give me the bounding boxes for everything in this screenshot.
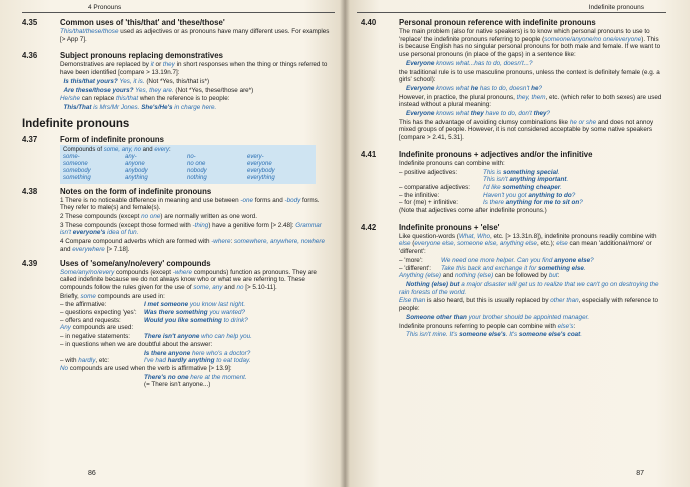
compounds-table — [60, 145, 316, 184]
use-row: – the affirmative: I met someone you know last night. — [60, 301, 246, 309]
table-cell: no- — [187, 153, 196, 160]
section-4-36-heading: 4.36 Subject pronouns replacing demonstratives — [22, 51, 223, 61]
table-cell: anything — [125, 174, 148, 181]
use-row: This isn't anything important. — [483, 176, 569, 184]
use-row: There's no one here at the moment. — [144, 373, 247, 381]
section-4-40-text-2: the traditional rule is to use masculine pronouns, unless the context is definitely female (e.g. a girls' school): — [399, 68, 660, 84]
section-4-41-heading: 4.41 Indefinite pronouns + adjectives and/or the infinitive — [361, 149, 593, 159]
use-row: – in questions when we are doubtful about the answer: — [60, 340, 213, 348]
use-row: – with hardly, etc: I've had hardly anything to eat today. — [60, 357, 251, 365]
note-3: 3 These compounds (except those formed with -thing) have a genitive form [> 2.48]: Grammar isn't everyone's idea of fun. — [60, 221, 322, 237]
section-4-41-text: Indefinite pronouns can combine with: — [399, 159, 505, 167]
use-row: – offers and requests: Would you like something to drink? — [60, 316, 248, 324]
use-row: (= There isn't anyone...) — [144, 381, 211, 389]
section-4-35-heading: 4.35 Common uses of 'this/that' and 'these/those' — [22, 18, 225, 27]
running-head-right: Indefinite pronouns — [588, 4, 644, 11]
table-cell: anybody — [125, 167, 148, 174]
section-4-39-text-3: Any compounds are used: — [60, 324, 134, 332]
use-row: – comparative adjectives: I'd like something cheaper. — [399, 183, 562, 191]
header-rule-left — [22, 12, 335, 13]
use-row: – questions expecting 'yes': Was there something you wanted? — [60, 309, 246, 317]
note-2: 2 These compounds (except no one) are normally written as one word. — [60, 213, 257, 221]
note-1: 1 There is no noticeable difference in meaning and use between -one forms and -body forms. They refer to male(s) and female(s). — [60, 196, 320, 212]
section-4-40-text-4: This has the advantage of avoiding clumsy combinations like he or she and does not annoy mixed groups of people. However, it is not considered acceptable by some native speakers [compare > 2.41, 5.31]. — [399, 118, 654, 142]
use-row: Is there anyone here who's a doctor? — [144, 349, 251, 357]
section-4-42-text-4: Indefinite pronouns referring to people can combine with else's: — [399, 322, 576, 330]
book-gutter — [340, 0, 350, 487]
table-cell: no one — [187, 160, 206, 167]
table-cell: everyone — [247, 160, 272, 167]
use-row: – 'more': We need one more helper. Can you find anyone else? — [399, 256, 594, 264]
page-number-right: 87 — [636, 470, 644, 477]
section-4-36-text-2: He/she can replace this/that when the reference is to people: — [60, 95, 230, 103]
section-4-37-heading: 4.37 Form of indefinite pronouns — [22, 134, 164, 144]
use-row: – the infinitive: Haven't you got anything to do? — [399, 191, 576, 199]
section-4-41-note: (Note that adjectives come after indefinite pronouns.) — [399, 207, 547, 215]
use-row: – 'different': Take this back and exchange it for something else. — [399, 264, 586, 272]
section-4-39-text-4: No compounds are used when the verb is affirmative [> 13.9]: — [60, 364, 232, 372]
use-row: – in negative statements: There isn't anyone who can help you. — [60, 333, 252, 341]
right-page — [345, 0, 690, 487]
example-line: This/That is Mrs/Mr Jones. She's/He's in charge here. — [63, 103, 217, 111]
use-row: – for (me) + infinitive: Is there anything for me to sit on? — [399, 199, 583, 207]
section-4-39-heading: 4.39 Uses of 'some/any/no/every' compounds — [22, 258, 211, 268]
section-4-40-heading: 4.40 Personal pronoun reference with indefinite pronouns — [361, 18, 596, 27]
right-content — [361, 18, 664, 340]
section-4-40-text-3: However, in practice, the plural pronouns, they, them, etc. (which refer to both sexes) are used instead without a plural meaning: — [399, 93, 662, 109]
section-4-38-heading: 4.38 Notes on the form of indefinite pronouns — [22, 186, 212, 196]
section-4-42-text-2: Anything (else) and nothing (else) can be followed by but: — [399, 272, 560, 280]
example-line: Someone other than your brother should be appointed manager. — [406, 313, 590, 321]
running-head-left: 4 Pronouns — [88, 4, 122, 11]
table-cell: everybody — [247, 167, 275, 174]
table-cell: somebody — [63, 167, 91, 174]
example-line: Nothing (else) but a major disaster will get us to realize that we can't go on destroying the rain forests of the world. — [399, 280, 659, 296]
page-number-left: 86 — [88, 470, 96, 477]
section-4-42-text: Like question-words (What, Who, etc. [> 13.31n.8]), indefinite pronouns readily combine with else (everyone else, someone else, anything else, etc.); else can mean 'additional/more' or 'different': — [399, 232, 657, 256]
example-line: This isn't mine. It's someone else's. It's someone else's coat. — [406, 331, 583, 339]
header-rule-right — [357, 12, 666, 13]
table-cell: nobody — [187, 167, 207, 174]
section-4-42-text-3: Else than is also heard, but this is usually replaced by other than, especially with reference to people: — [399, 297, 659, 313]
left-content — [22, 18, 333, 389]
table-cell: something — [63, 174, 91, 181]
section-4-39-text: Some/any/no/every compounds (except -where compounds) function as pronouns. They are called indefinite because we do not always know who or what we are referring to. These compounds follow the rules given for the use of some, any and no [> 5.10-11]. — [60, 268, 317, 291]
note-4: 4 Compare compound adverbs which are formed with -where: somewhere, anywhere, nowhere and everywhere [> 7.18]. — [60, 238, 325, 253]
example-line: Everyone knows what they have to do, don't they? — [406, 110, 551, 118]
use-row: – positive adjectives: This is something special. — [399, 168, 560, 176]
compounds-table-header: Compounds of some, any, no and every: — [63, 146, 171, 153]
table-cell: some- — [63, 153, 80, 160]
example-line: Is this/that yours? Yes, it is. (Not *Yes, this/that is*) — [63, 77, 210, 85]
table-cell: any- — [125, 153, 137, 160]
table-cell: everything — [247, 174, 275, 181]
chapter-title: Indefinite pronouns — [22, 117, 130, 130]
section-4-39-text-2: Briefly, some compounds are used in: — [60, 292, 165, 300]
section-4-42-heading: 4.42 Indefinite pronouns + 'else' — [361, 222, 500, 232]
example-line: Everyone knows what...has to do, doesn't...? — [406, 59, 533, 67]
example-line: Everyone knows what he has to do, doesn't he? — [406, 84, 543, 92]
section-4-36-text: Demonstratives are replaced by it or they in short responses when the thing or things referred to have been identified [compare > 13.19n.7]: — [60, 61, 328, 77]
table-cell: anyone — [125, 160, 145, 167]
table-cell: someone — [63, 160, 88, 167]
table-cell: nothing — [187, 174, 207, 181]
section-4-40-text: The main problem (also for native speakers) is to know which personal pronouns to use to 'replace' the indefinite pronouns referring to people (someone/anyone/no one/everyone). This is because English has no singular personal pronouns for both male and female. If we want to use personal pronouns (in place of the gaps) in a sentence like: — [399, 28, 661, 59]
compounds-table-grid — [63, 154, 313, 182]
table-cell: every- — [247, 153, 264, 160]
section-4-35-text: This/that/these/those used as adjectives or as pronouns have many different uses. For examples [> App 7]. — [60, 28, 330, 43]
example-line: Are these/those yours? Yes, they are. (Not *Yes, these/those are*) — [63, 86, 254, 94]
